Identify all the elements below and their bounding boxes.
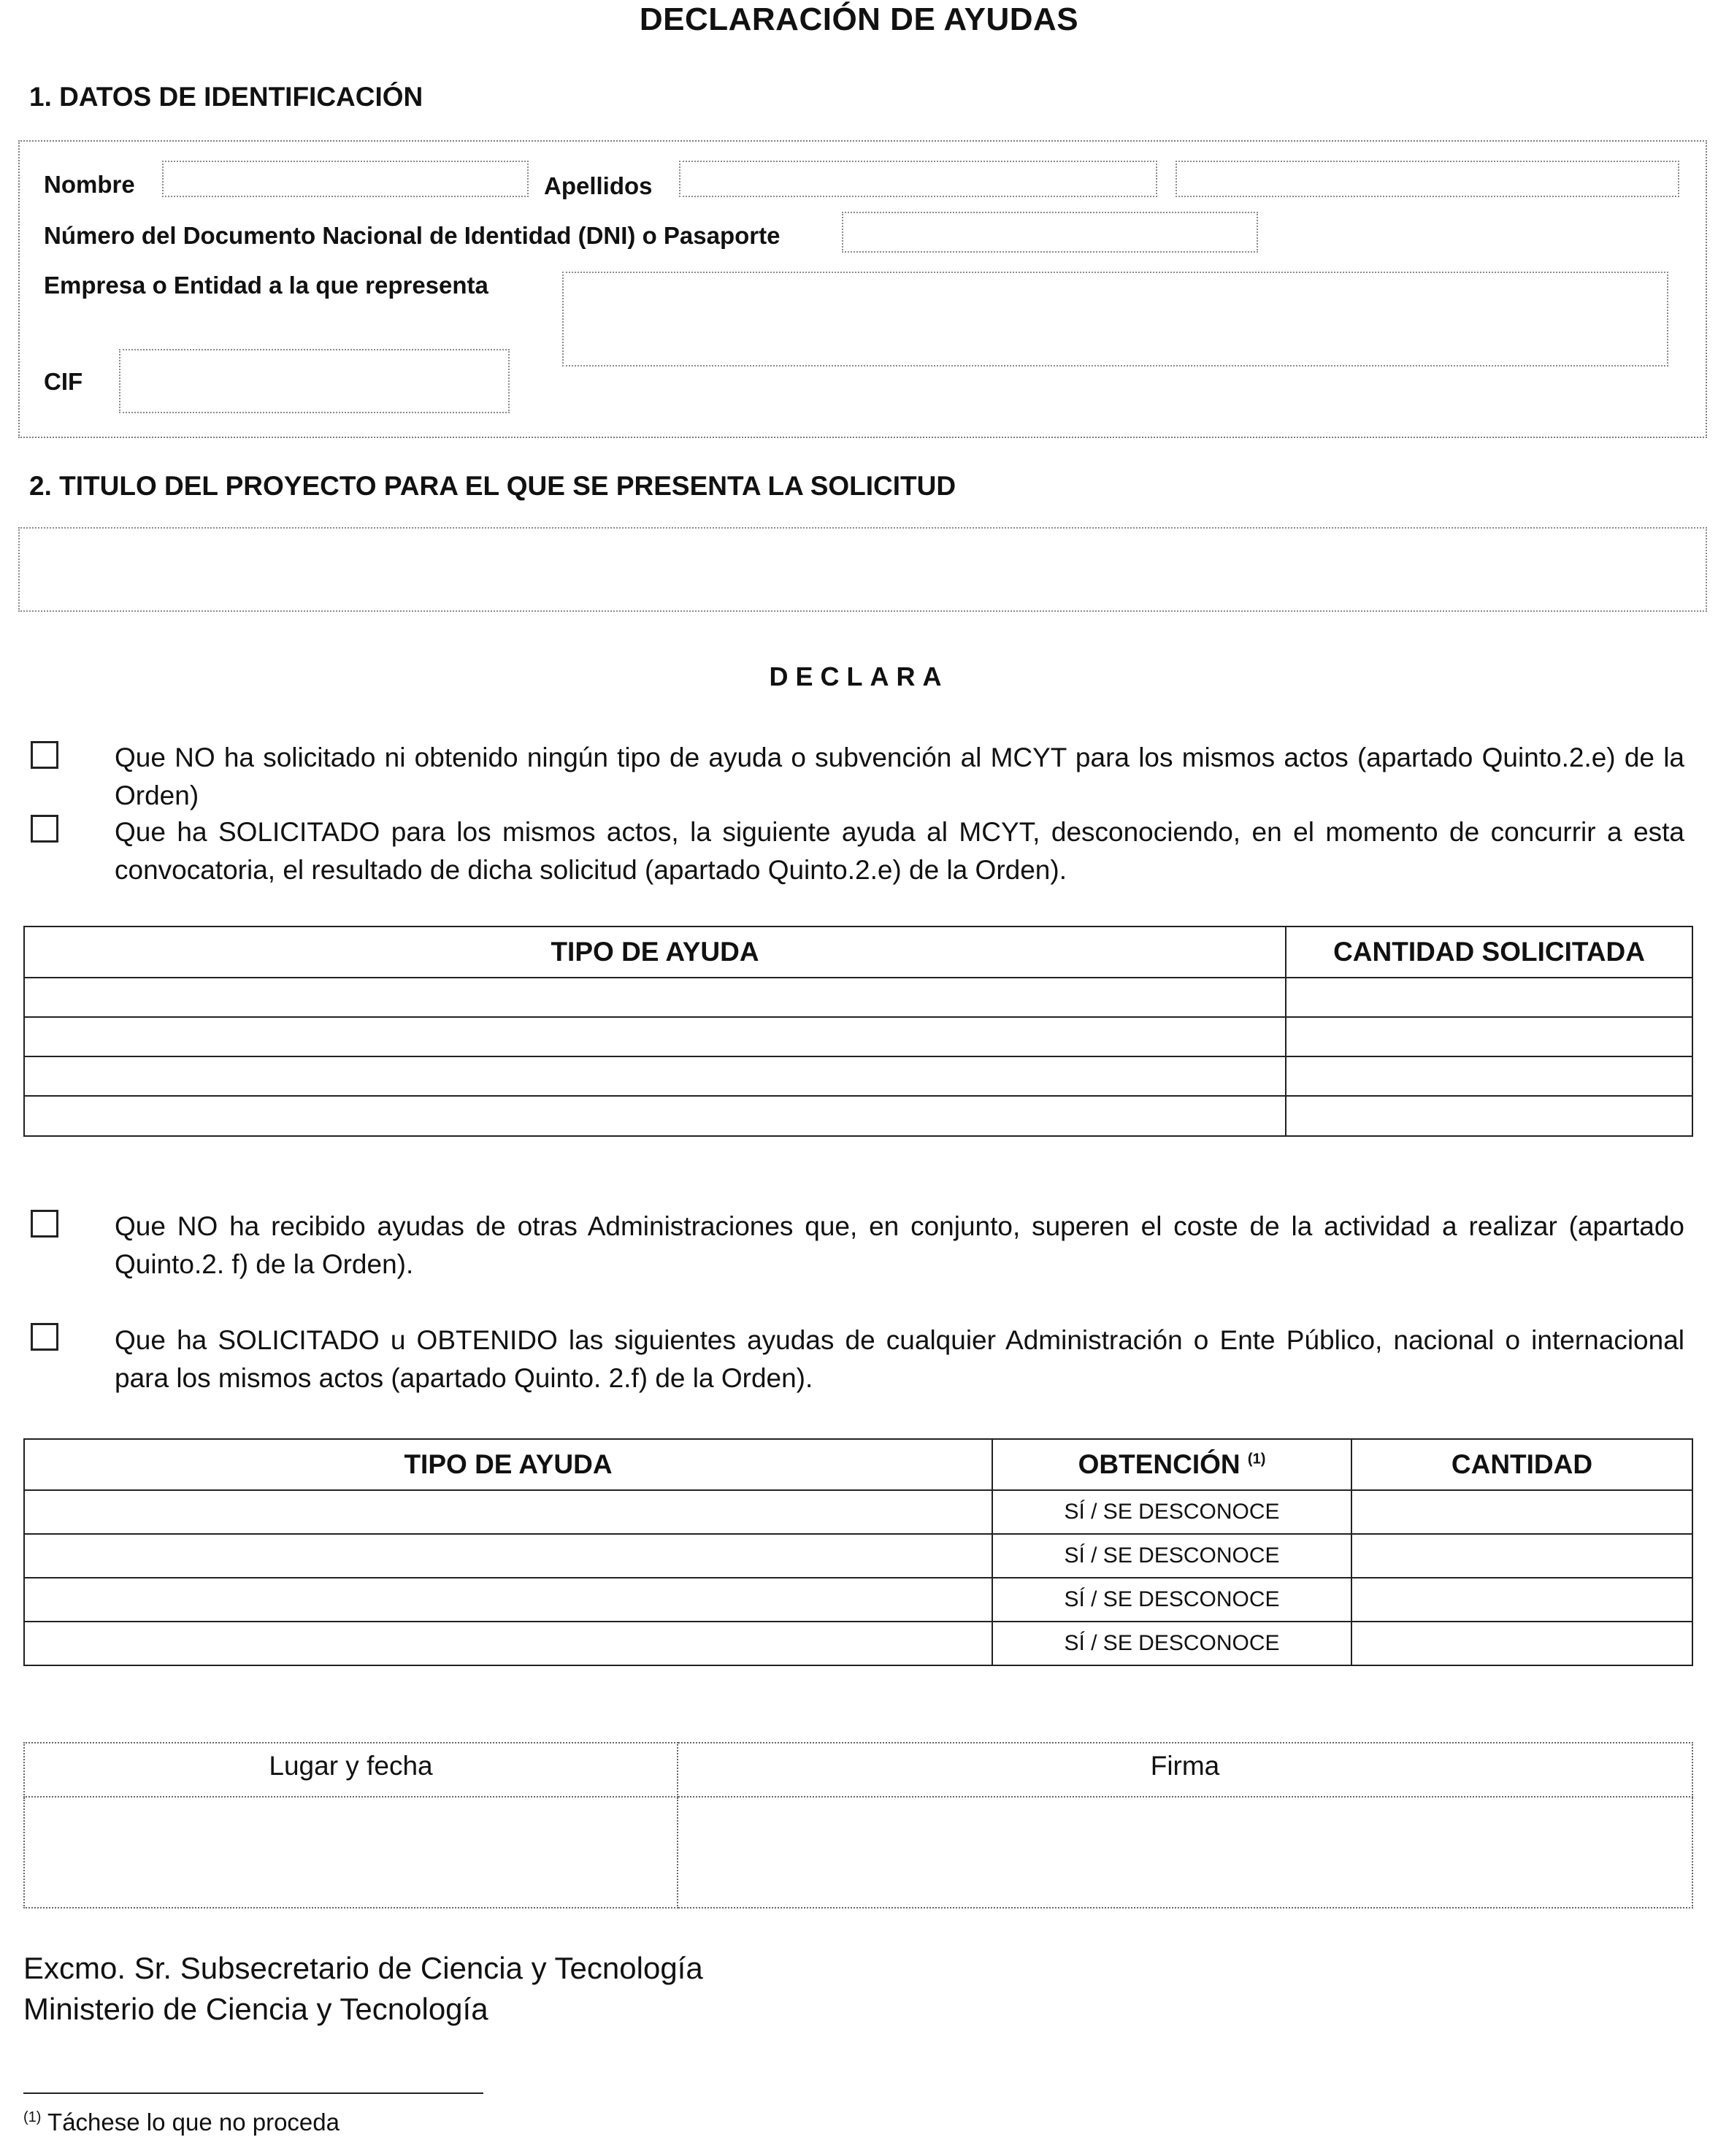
- cif-field[interactable]: [119, 349, 510, 413]
- signature-table: [23, 1742, 1693, 1908]
- apellido1-field[interactable]: [679, 161, 1157, 197]
- table-row: [24, 978, 1692, 1017]
- table2-cell-obtencion[interactable]: SÍ / SE DESCONOCE: [992, 1534, 1351, 1578]
- table1-cell-tipo[interactable]: [24, 978, 1286, 1017]
- table1-header-tipo: TIPO DE AYUDA: [24, 927, 1286, 978]
- table2-cell-tipo[interactable]: [24, 1490, 992, 1534]
- table-row: [24, 1578, 1692, 1622]
- nombre-label: Nombre: [44, 171, 135, 198]
- table-mcyt-ayudas: [23, 926, 1693, 1137]
- apellido2-field[interactable]: [1176, 161, 1679, 197]
- table2-cell-obtencion[interactable]: SÍ / SE DESCONOCE: [992, 1578, 1351, 1622]
- table-row: [24, 1096, 1692, 1136]
- dni-field[interactable]: [842, 212, 1258, 253]
- checkbox-no-mcyt[interactable]: [31, 741, 58, 769]
- table1-header-cantidad: CANTIDAD SOLICITADA: [1286, 927, 1692, 978]
- table2-cell-tipo[interactable]: [24, 1622, 992, 1665]
- table2-cell-tipo[interactable]: [24, 1534, 992, 1578]
- option-no-mcyt-text: Que NO ha solicitado ni obtenido ningún tipo de ayuda o subvención al MCYT para los mismos actos (apartado Quinto.2.e) de la Orden): [115, 743, 1684, 810]
- lugar-fecha-field[interactable]: [24, 1797, 678, 1908]
- empresa-label: Empresa o Entidad a la que representa: [44, 272, 488, 299]
- table1-cell-cantidad[interactable]: [1286, 1096, 1692, 1136]
- checkbox-solicitado-otras[interactable]: [31, 1323, 58, 1351]
- table2-cell-tipo[interactable]: [24, 1578, 992, 1622]
- table-row: [24, 1056, 1692, 1096]
- page-title: DECLARACIÓN DE AYUDAS: [639, 1, 1079, 37]
- cif-label: CIF: [44, 368, 83, 395]
- footnote-ref: (1): [1247, 1451, 1266, 1468]
- option-solicitado-mcyt-text: Que ha SOLICITADO para los mismos actos, la siguiente ayuda al MCYT, desconociendo, en el momento de concurrir a esta convocatoria, el resultado de dicha solicitud (apartado Quinto.2.e) de la Orden).: [115, 817, 1684, 885]
- table2-header-obtencion-label: OBTENCIÓN: [1078, 1449, 1240, 1479]
- table2-header-obtencion: [992, 1439, 1351, 1490]
- footnote: [23, 2109, 340, 2136]
- table2-cell-cantidad[interactable]: [1351, 1578, 1692, 1622]
- table1-cell-tipo[interactable]: [24, 1017, 1286, 1056]
- table2-cell-obtencion[interactable]: SÍ / SE DESCONOCE: [992, 1622, 1351, 1665]
- table1-cell-tipo[interactable]: [24, 1096, 1286, 1136]
- nombre-field[interactable]: [162, 161, 529, 197]
- option-no-otras-text: Que NO ha recibido ayudas de otras Administraciones que, en conjunto, superen el coste de la actividad a realizar (apartado Quinto.2. f) de la Orden).: [115, 1211, 1684, 1279]
- table2-header-tipo: TIPO DE AYUDA: [24, 1439, 992, 1490]
- checkbox-no-otras[interactable]: [31, 1210, 58, 1238]
- empresa-field[interactable]: [562, 272, 1668, 367]
- table-otras-ayudas: [23, 1438, 1693, 1666]
- declara-heading: DECLARA: [769, 661, 949, 691]
- table-row: [24, 1017, 1692, 1056]
- footnote-marker: (1): [23, 2109, 42, 2125]
- firma-label: Firma: [678, 1743, 1692, 1797]
- table2-cell-cantidad[interactable]: [1351, 1490, 1692, 1534]
- table-row: [24, 1622, 1692, 1665]
- option-solicitado-otras-text: Que ha SOLICITADO u OBTENIDO las siguientes ayudas de cualquier Administración o Ente Público, nacional o internacional para los mismos actos (apartado Quinto. 2.f) de la Orden).: [115, 1325, 1684, 1393]
- table1-cell-tipo[interactable]: [24, 1056, 1286, 1096]
- table-row: [24, 1490, 1692, 1534]
- section1-heading: 1. DATOS DE IDENTIFICACIÓN: [29, 82, 423, 112]
- table2-cell-obtencion[interactable]: SÍ / SE DESCONOCE: [992, 1490, 1351, 1534]
- table2-cell-cantidad[interactable]: [1351, 1622, 1692, 1665]
- table2-cell-cantidad[interactable]: [1351, 1534, 1692, 1578]
- firma-field[interactable]: [678, 1797, 1692, 1908]
- footnote-text: Táchese lo que no proceda: [47, 2109, 340, 2136]
- table1-cell-cantidad[interactable]: [1286, 978, 1692, 1017]
- footnote-divider: [23, 2092, 483, 2094]
- table1-cell-cantidad[interactable]: [1286, 1056, 1692, 1096]
- project-title-field[interactable]: [18, 527, 1707, 612]
- checkbox-solicitado-mcyt[interactable]: [31, 815, 58, 843]
- addressee-line2: Ministerio de Ciencia y Tecnología: [23, 1992, 488, 2026]
- table2-header-cantidad: CANTIDAD: [1351, 1439, 1692, 1490]
- table1-cell-cantidad[interactable]: [1286, 1017, 1692, 1056]
- addressee-line1: Excmo. Sr. Subsecretario de Ciencia y Tecnología: [23, 1951, 703, 1985]
- apellidos-label: Apellidos: [544, 172, 653, 199]
- section2-heading: 2. TITULO DEL PROYECTO PARA EL QUE SE PRESENTA LA SOLICITUD: [29, 471, 956, 501]
- lugar-fecha-label: Lugar y fecha: [24, 1743, 678, 1797]
- table-row: [24, 1534, 1692, 1578]
- dni-label: Número del Documento Nacional de Identidad (DNI) o Pasaporte: [44, 222, 781, 249]
